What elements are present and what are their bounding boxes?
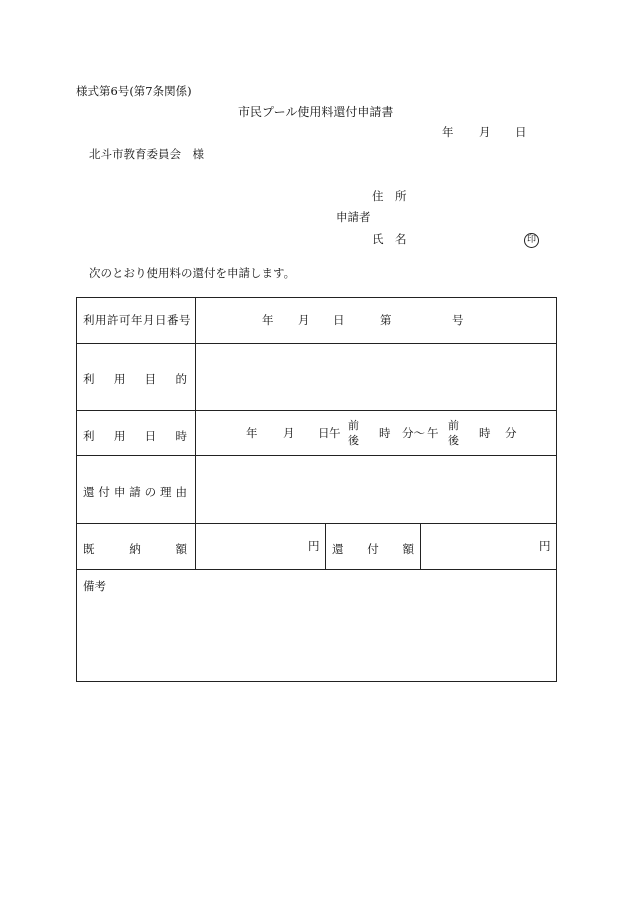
- remarks-label: 備考: [83, 579, 106, 593]
- applicant-label: 申請者: [336, 210, 371, 224]
- row-amounts: [77, 524, 556, 570]
- form-number: 様式第6号(第7条関係): [76, 84, 192, 98]
- permit-day: 日: [333, 313, 345, 327]
- paid-amount-label: 既 納 額: [83, 542, 187, 556]
- refund-amount-label: 還 付 額: [332, 542, 414, 556]
- name-label: 氏 名: [372, 232, 407, 246]
- date-year-label: 年: [442, 125, 454, 139]
- row-refund-reason: [77, 456, 556, 524]
- row-usage-datetime: [77, 411, 556, 456]
- seal-mark: 印: [524, 233, 539, 248]
- permit-month: 月: [298, 313, 310, 327]
- addressee: 北斗市教育委員会 様: [89, 147, 204, 161]
- refund-amount-yen: 円: [539, 539, 551, 553]
- usage-start-hour: 時: [379, 426, 391, 440]
- usage-am-prefix: 午: [329, 426, 341, 440]
- permit-year: 年: [262, 313, 274, 327]
- permit-number-label: 利用許可年月日番号: [83, 313, 191, 327]
- application-table: [76, 297, 557, 682]
- address-label: 住 所: [372, 189, 407, 203]
- usage-pm-prefix: 午: [427, 426, 439, 440]
- usage-end-ampm: 前 後: [448, 419, 459, 447]
- permit-go: 号: [452, 313, 464, 327]
- row-purpose: [77, 344, 556, 411]
- document-title: 市民プール使用料還付申請書: [238, 105, 394, 119]
- permit-dai: 第: [380, 313, 392, 327]
- usage-datetime-label: 利 用 日 時: [83, 429, 187, 443]
- usage-day: 日: [318, 426, 330, 440]
- usage-month: 月: [283, 426, 295, 440]
- usage-end-hour: 時: [479, 426, 491, 440]
- usage-year: 年: [246, 426, 258, 440]
- refund-reason-label: 還 付 申 請 の 理 由: [83, 485, 187, 499]
- row-permit-number: [77, 298, 556, 344]
- intro-text: 次のとおり使用料の還付を申請します。: [89, 266, 296, 280]
- date-day-label: 日: [515, 125, 527, 139]
- paid-amount-yen: 円: [308, 539, 320, 553]
- date-month-label: 月: [479, 125, 491, 139]
- usage-start-minute: 分〜: [402, 426, 425, 440]
- purpose-label: 利 用 目 的: [83, 372, 187, 386]
- usage-end-minute: 分: [505, 426, 517, 440]
- usage-start-ampm: 前 後: [348, 419, 359, 447]
- row-remarks: [77, 570, 556, 681]
